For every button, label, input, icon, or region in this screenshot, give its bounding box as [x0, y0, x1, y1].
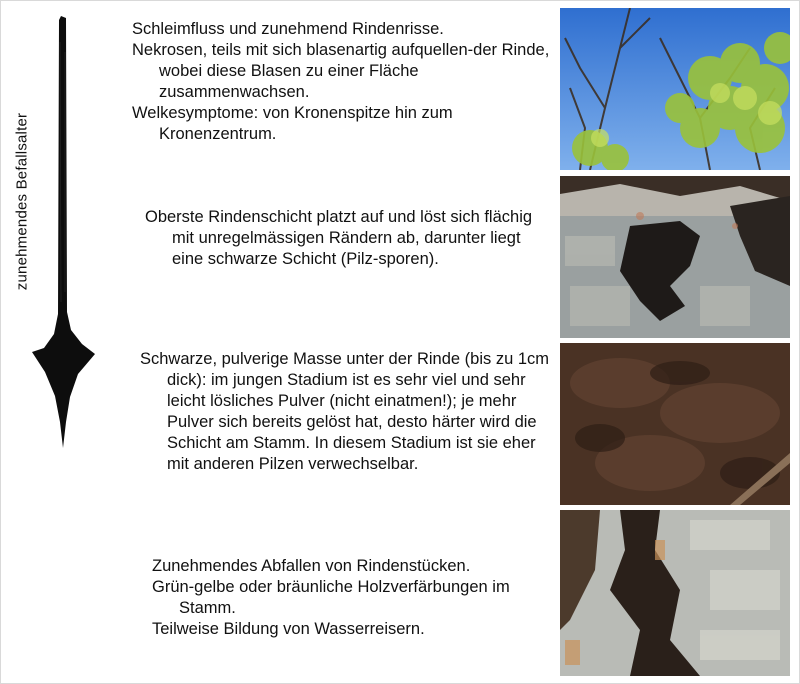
bark-peeling-photo: [560, 176, 790, 338]
stage-1-text: [132, 19, 552, 145]
stage-2-text: [145, 207, 550, 270]
stage-2-line-1: Oberste Rindenschicht platzt auf und löst sich flächig mit unregelmässigen Rändern ab, darunter liegt eine schwarze Schicht (Pilz-sporen).: [145, 208, 533, 268]
stage-3-line-1: Schwarze, pulverige Masse unter der Rinde (bis zu 1cm dick): im jungen Stadium ist es sehr viel und sehr leicht lösliches Pulver (nicht einatmen!); je mehr Pulver sich bereits gelöst hat, desto härter wird die Schicht am Stamm. In diesem Stadium ist sie eher mit anderen Pilzen verwechselbar.: [140, 350, 550, 473]
stage-4-line-3: Teilweise Bildung von Wasserreisern.: [152, 620, 425, 638]
age-arrow: [30, 12, 110, 462]
stage-1-line-3: Welkesymptome: von Kronenspitze hin zum Kronenzentrum.: [132, 104, 453, 143]
stage-4-line-2: Grün-gelbe oder bräunliche Holzverfärbungen im Stamm.: [152, 578, 510, 617]
axis-label-text: zunehmendes Befallsalter: [13, 112, 31, 291]
tree-crown-photo: [560, 8, 790, 170]
stage-3-text: [140, 349, 550, 475]
stage-1-line-2: Nekrosen, teils mit sich blasenartig aufquellen-der Rinde, wobei diese Blasen zu einer Fläche zusammenwachsen.: [132, 41, 550, 101]
down-arrow-icon: [30, 12, 110, 462]
black-powder-photo: [560, 343, 790, 505]
stage-4-line-1: Zunehmendes Abfallen von Rindenstücken.: [152, 557, 471, 575]
bark-falling-photo: [560, 510, 790, 676]
stage-1-line-1: Schleimfluss und zunehmend Rindenrisse.: [132, 20, 444, 38]
stage-4-text: [152, 556, 552, 640]
